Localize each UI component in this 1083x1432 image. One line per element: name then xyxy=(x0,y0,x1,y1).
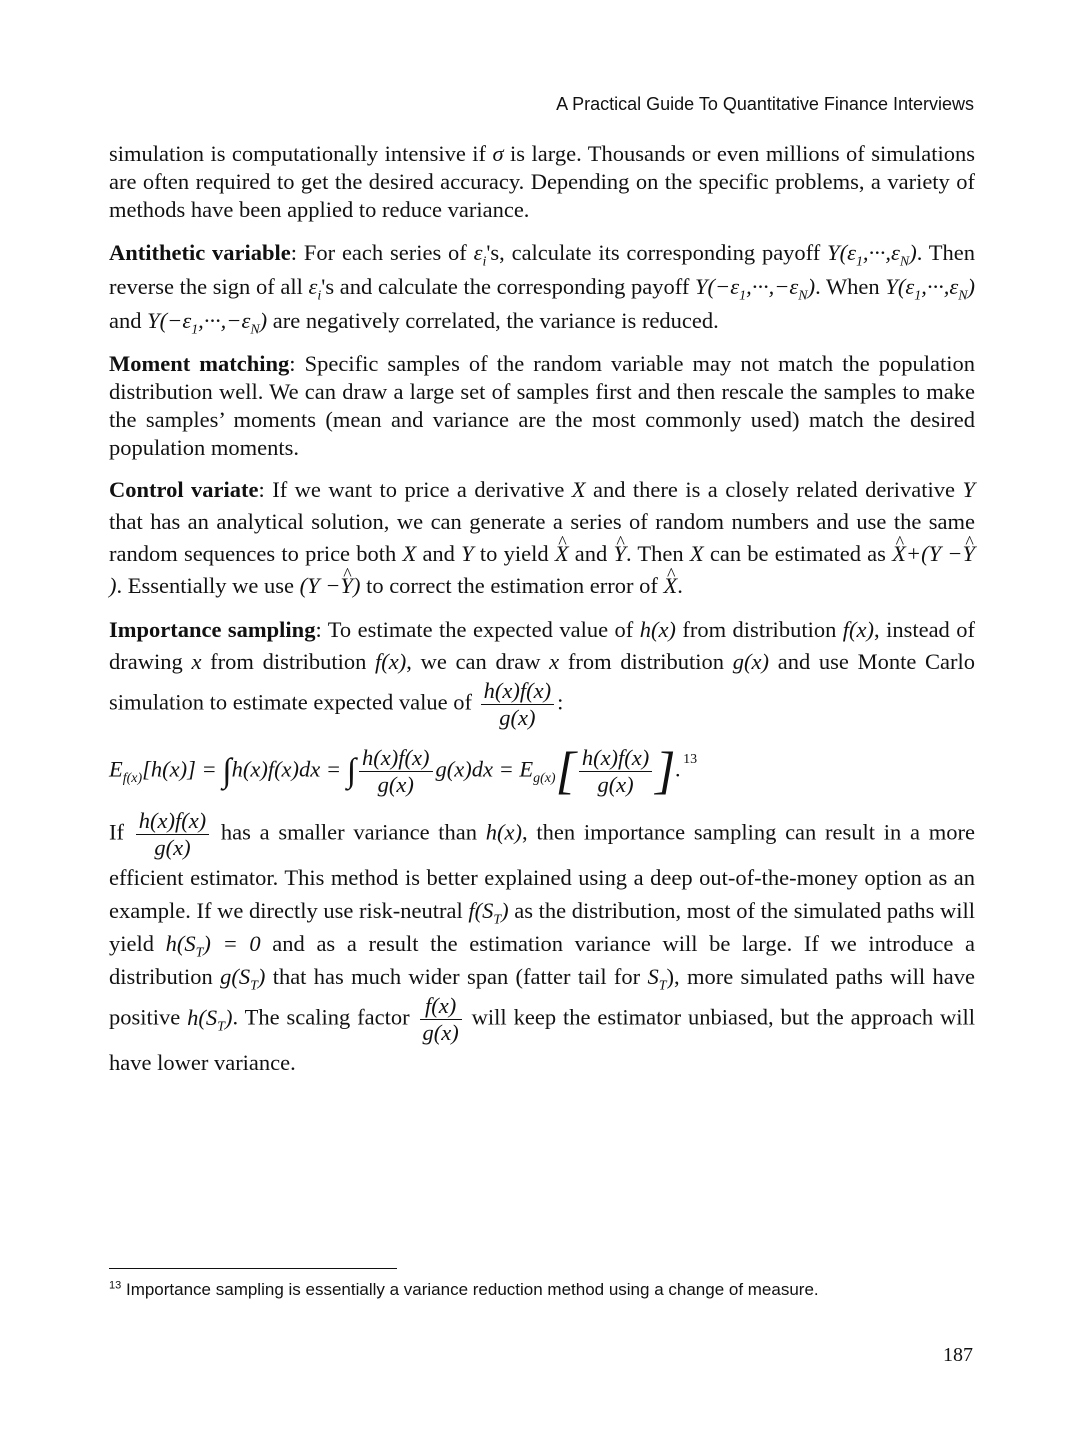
integral-sign: ∫ xyxy=(222,752,232,790)
footnote-reference: 13 xyxy=(683,752,698,767)
math-x-hat: ^ X xyxy=(555,538,569,570)
footnote-mark: 13 xyxy=(109,1279,122,1292)
paragraph-moment-matching: Moment matching: Specific samples of the random variable may not match the population distribution well. We can draw a large set of samples first and then rescale the samples to make the samples’ moments (mean and variance are the most commonly used) match the desired population moments. xyxy=(109,351,975,460)
integral-sign: ∫ xyxy=(346,752,357,790)
paragraph-intro: simulation is computationally intensive if σ is large. Thousands or even millions of simulations are often required to get the desired accuracy. Depending on the specific problems, a variety of methods have been applied to reduce variance. xyxy=(109,141,975,222)
math-payoff-positive: $Y(\varepsilon_1,\cdot\cdot\cdot,\varepsilon_N)$ xyxy=(827,240,917,270)
page-number: 187 xyxy=(943,1344,973,1366)
term-importance-sampling: Importance sampling xyxy=(109,617,316,642)
paragraph-antithetic: Antithetic variable: For each series of $\varepsilon_i's$, calculate its corresponding payoff $Y(\varepsilon_1,\cdot\cdot\cdot,\varepsilon_N)$. Then reverse the sign of all $\varepsilon_i's$ and calculate the corresponding payoff $Y(-\varepsilon_1,\cdot\cdot\cdot,-\varepsilon_N)$. When $Y(\varepsilon_1,\cdot\cdot\cdot,\varepsilon_N)$ and $Y(-\varepsilon_1,\cdot\cdot\cdot,-\varepsilon_N)$ are negatively correlated, the variance is reduced. xyxy=(109,240,975,338)
footnote-divider xyxy=(109,1268,397,1269)
term-control-variate: Control variate xyxy=(109,477,259,502)
importance-sampling-equation: $E_{f(x)}[h(x)] = \int h(x)f(x)dx$ = ∫ $\frac{h(x)f(x)}{g(x)}$ $g(x)dx = E_{g(x)}$[ $\frac{h(x)f(x)}{g(x)}$ ]. $^{13}$ xyxy=(109,742,698,800)
math-sigma: σ xyxy=(492,141,504,166)
paragraph-if: If $\frac{h(x)f(x)}{g(x)}$ has a smaller variance than h(x), then importance sampling can result in a more efficient estimator. This method is better explained using a deep out-of-the-money option as an example. If we directly use risk-neutral $f(S_T)$ as the distribution, most of the simulated paths will yield $h(S_T) = 0$ and as a result the estimation variance will be large. If we introduce a distribution $g(S_T)$ that has much wider span (fatter tail for $S_T$), more simulated paths will have positive $h(S_T)$. The scaling factor $\frac{f(x)}{g(x)}$ will keep the estimator unbiased, but the approach will have lower variance. xyxy=(109,808,976,1075)
math-payoff-negative: $Y(-\varepsilon_1,\cdot\cdot\cdot,-\varepsilon_N)$ xyxy=(695,274,816,304)
fraction-f-over-g: $\frac{f(x)}{g(x)}$ xyxy=(420,993,462,1046)
fraction-hf-over-g: $\frac{h(x)f(x)}{g(x)}$ xyxy=(481,678,554,731)
term-moment-matching: Moment matching xyxy=(109,351,290,376)
body-text xyxy=(109,140,975,1091)
term-antithetic-variable: Antithetic variable xyxy=(109,240,291,265)
paragraph-importance-sampling: Importance sampling: To estimate the expected value of h(x) from distribution f(x), instead of drawing x from distribution f(x), we can draw x from distribution g(x) and use Monte Carlo simulation to estimate expected value of $\frac{h(x)f(x)}{g(x)}$ : xyxy=(109,617,976,730)
paragraph-control-variate: Control variate: If we want to price a derivative X and there is a closely related derivative Y that has an analytical solution, we can generate a series of random numbers and use the same random sequences to price both X and Y to yield ^ X and ^ Y. Then X can be estimated as ^ X+(Y −^ Y). Essentially we use (Y −^ Y) to correct the estimation error of ^ X. xyxy=(109,474,975,602)
footnote: $^{13}$ Importance sampling is essentially a variance reduction method using a change of measure. xyxy=(109,1279,819,1299)
math-y-hat: ^ Y xyxy=(613,538,626,570)
running-head: A Practical Guide To Quantitative Finance Interviews xyxy=(556,94,974,114)
